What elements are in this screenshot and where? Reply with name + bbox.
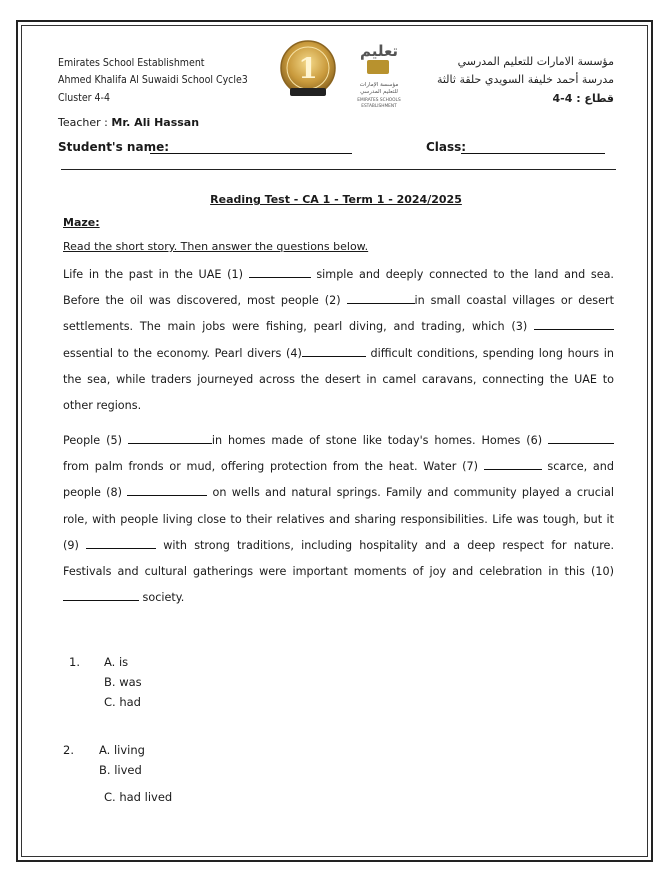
story-paragraph-1: [63, 262, 614, 419]
story-text: with strong traditions, including hospitality and a deep respect for nature. Festivals and cultural gatherings were important moments of joy and celebration in this (10): [63, 538, 614, 579]
answer-blank[interactable]: [302, 345, 366, 357]
story-text: in small coastal villages or desert settlements. The main jobs were fishing, pearl diving, and trading, which (3): [63, 294, 614, 334]
svg-text:مؤسسة الإمارات: مؤسسة الإمارات: [359, 82, 399, 88]
instruction: Read the short story. Then answer the questions below.: [63, 240, 369, 253]
answer-option[interactable]: C. had lived: [104, 790, 173, 804]
answer-blank[interactable]: [548, 432, 614, 444]
story-text: difficult conditions, spending long hours in the sea, while traders journeyed across the desert in camel caravans, connecting the UAE to other regions.: [63, 346, 614, 413]
answer-blank[interactable]: [86, 537, 156, 549]
answer-option[interactable]: C. had: [104, 695, 141, 709]
header-divider: [61, 169, 616, 170]
story-text: society.: [139, 591, 185, 605]
story-text: Life in the past in the UAE (1): [63, 268, 249, 281]
answer-blank[interactable]: [534, 318, 614, 330]
svg-text:EMIRATES SCHOOLS: EMIRATES SCHOOLS: [357, 98, 401, 103]
section-label: Maze:: [63, 216, 100, 229]
svg-text:للتعليم المدرسي: للتعليم المدرسي: [360, 89, 398, 95]
story-text: on wells and natural springs. Family and community played a crucial role, with people living close to their relatives and sharing responsibilities. Life was tough, but it (9): [63, 486, 615, 552]
story-text: simple and deeply connected to the land and sea. Before the oil was discovered, most people (2): [63, 268, 614, 308]
svg-text:ESTABLISHMENT: ESTABLISHMENT: [361, 104, 397, 109]
answer-blank[interactable]: [128, 432, 212, 444]
answer-option[interactable]: B. lived: [99, 763, 142, 777]
story-text: from palm fronds or mud, offering protection from the heat. Water (7): [63, 460, 484, 474]
answer-blank[interactable]: [347, 292, 415, 304]
ese-logo-wordmark: تعليم: [359, 42, 399, 60]
header-cluster-line-ar: قطاع : 4-4: [552, 92, 614, 105]
header-org-line-ar: مؤسسة الامارات للتعليم المدرسي: [457, 55, 614, 68]
header-cluster-line: Cluster 4-4: [58, 92, 110, 104]
header-school-line-ar: مدرسة أحمد خليفة السويدي حلقة ثالثة: [436, 73, 614, 86]
question-number: 1.: [69, 655, 80, 669]
seal-number: 1: [298, 52, 318, 85]
test-title: Reading Test - CA 1 - Term 1 - 2024/2025: [210, 193, 462, 206]
answer-blank[interactable]: [484, 458, 542, 470]
class-label: Class:: [426, 140, 467, 154]
answer-blank[interactable]: [127, 484, 207, 496]
answer-blank[interactable]: [63, 589, 139, 601]
class-field[interactable]: [461, 153, 605, 154]
story-text: in homes made of stone like today's homes. Homes (6): [211, 434, 548, 447]
anniversary-seal-logo: [276, 38, 340, 102]
teacher-line: [58, 116, 199, 129]
story-text: essential to the economy. Pearl divers (4): [63, 346, 302, 360]
header-org-line: Emirates School Establishment: [58, 57, 205, 69]
answer-option[interactable]: B. was: [104, 675, 142, 689]
teacher-label: Teacher :: [58, 116, 108, 129]
student-name-label: Student's name:: [58, 140, 170, 154]
story-text: People (5): [63, 434, 128, 447]
header-school-line: Ahmed Khalifa Al Suwaidi School Cycle3: [58, 74, 248, 86]
story-paragraph-2: [63, 428, 614, 611]
ese-logo: [350, 36, 408, 114]
answer-option[interactable]: A. living: [99, 743, 145, 757]
answer-option[interactable]: A. is: [104, 655, 129, 669]
student-name-field[interactable]: [150, 153, 352, 154]
teacher-name: Mr. Ali Hassan: [111, 116, 200, 129]
answer-blank[interactable]: [249, 266, 311, 278]
story-text: scarce, and people (8): [63, 460, 614, 500]
question-number: 2.: [63, 743, 74, 757]
